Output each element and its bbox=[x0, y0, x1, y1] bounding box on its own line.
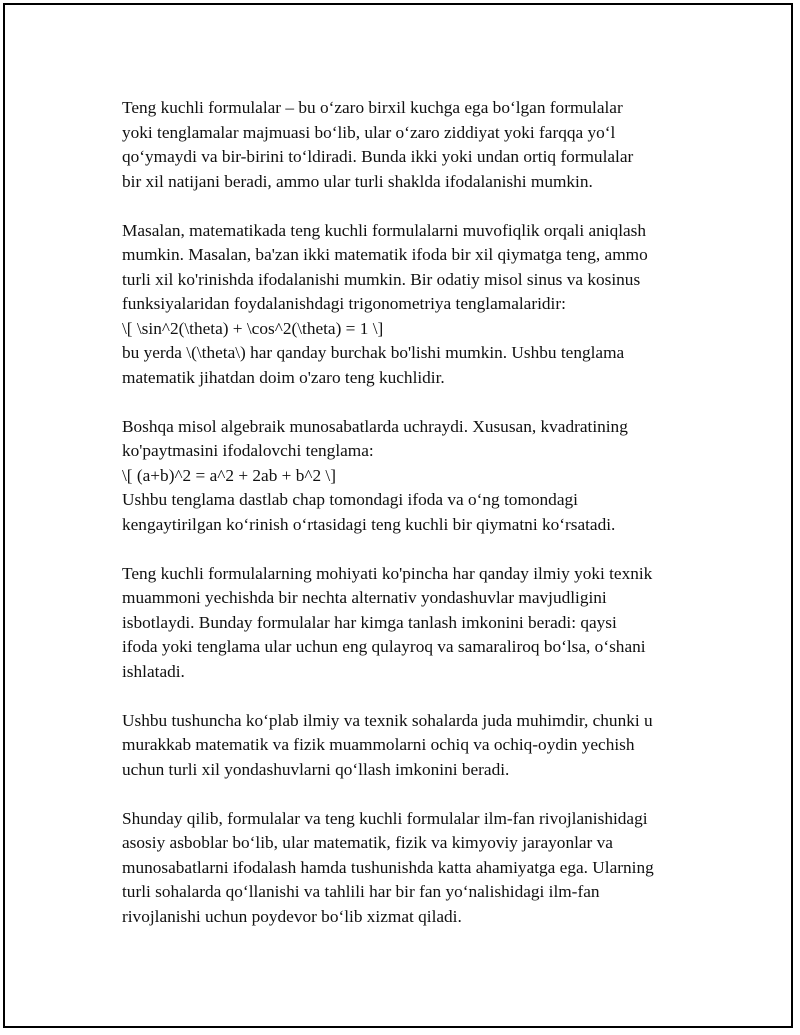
text-line: kengaytirilgan ko‘rinish o‘rtasidagi teng kuchli bir qiymatni ko‘rsatadi. bbox=[122, 514, 616, 534]
text-line: Ushbu tushuncha ko‘plab ilmiy va texnik sohalarda juda muhimdir, chunki u bbox=[122, 710, 653, 730]
text-line: asosiy asboblar bo‘lib, ular matematik, fizik va kimyoviy jarayonlar va bbox=[122, 833, 613, 852]
text-line: Shunday qilib, formulalar va teng kuchli formulalar ilm-fan rivojlanishidagi bbox=[122, 808, 648, 828]
text-line: ishlatadi. bbox=[122, 661, 185, 681]
paragraph-essence bbox=[122, 562, 697, 685]
text-line: Boshqa misol algebraik munosabatlarda uchraydi. Xususan, kvadratining bbox=[122, 416, 628, 436]
text-line: Ushbu tenglama dastlab chap tomondagi ifoda va o‘ng tomondagi bbox=[122, 490, 578, 509]
paragraph-importance bbox=[122, 709, 697, 783]
text-line: Masalan, matematikada teng kuchli formulalarni muvofiqlik orqali aniqlash bbox=[122, 220, 647, 240]
text-line: bu yerda \(\theta\) har qanday burchak bo'lishi mumkin. Ushbu tenglama bbox=[122, 343, 625, 362]
text-line: ifoda yoki tenglama ular uchun eng qulayroq va samaraliroq bo‘lsa, o‘shani bbox=[122, 637, 646, 656]
document-body bbox=[122, 96, 697, 954]
text-line: funksiyalaridan foydalanishdagi trigonometriya tenglamalaridir: bbox=[122, 294, 566, 313]
page-frame bbox=[3, 3, 793, 1028]
text-line: matematik jihatdan doim o'zaro teng kuchlidir. bbox=[122, 367, 445, 387]
text-line: Teng kuchli formulalarning mohiyati ko'pincha har qanday ilmiy yoki texnik bbox=[122, 563, 653, 583]
text-line: yoki tenglamalar majmuasi bo‘lib, ular o‘zaro ziddiyat yoki farqqa yo‘l bbox=[122, 122, 616, 142]
text-line: uchun turli xil yondashuvlarni qo‘llash imkonini beradi. bbox=[122, 759, 510, 779]
text-line: bir xil natijani beradi, ammo ular turli shaklda ifodalanishi mumkin. bbox=[122, 171, 593, 191]
text-line: turli xil ko'rinishda ifodalanishi mumkin. Bir odatiy misol sinus va kosinus bbox=[122, 269, 641, 289]
paragraph-conclusion bbox=[122, 807, 697, 930]
text-line: muammoni yechishda bir nechta alternativ yondashuvlar mavjudligini bbox=[122, 588, 607, 607]
text-line: murakkab matematik va fizik muammolarni ochiq va ochiq-oydin yechish bbox=[122, 735, 635, 754]
text-line: isbotlaydi. Bunday formulalar har kimga tanlash imkonini beradi: qaysi bbox=[122, 612, 617, 632]
text-line: Teng kuchli formulalar – bu o‘zaro birxil kuchga ega bo‘lgan formulalar bbox=[122, 98, 623, 117]
text-line: mumkin. Masalan, ba'zan ikki matematik ifoda bir xil qiymatga teng, ammo bbox=[122, 245, 648, 264]
paragraph-algebra-example bbox=[122, 415, 697, 538]
text-line: munosabatlarni ifodalash hamda tushunishda katta ahamiyatga ega. Ularning bbox=[122, 857, 654, 877]
formula-line: \[ (a+b)^2 = a^2 + 2ab + b^2 \] bbox=[122, 465, 336, 485]
paragraph-intro bbox=[122, 96, 697, 194]
text-line: qo‘ymaydi va bir-birini to‘ldiradi. Bunda ikki yoki undan ortiq formulalar bbox=[122, 147, 634, 166]
paragraph-trig-example bbox=[122, 219, 697, 391]
text-line: rivojlanishi uchun poydevor bo‘lib xizmat qiladi. bbox=[122, 906, 462, 926]
formula-line: \[ \sin^2(\theta) + \cos^2(\theta) = 1 \] bbox=[122, 318, 384, 338]
text-line: ko'paytmasini ifodalovchi tenglama: bbox=[122, 441, 374, 460]
text-line: turli sohalarda qo‘llanishi va tahlili har bir fan yo‘nalishidagi ilm-fan bbox=[122, 882, 600, 901]
